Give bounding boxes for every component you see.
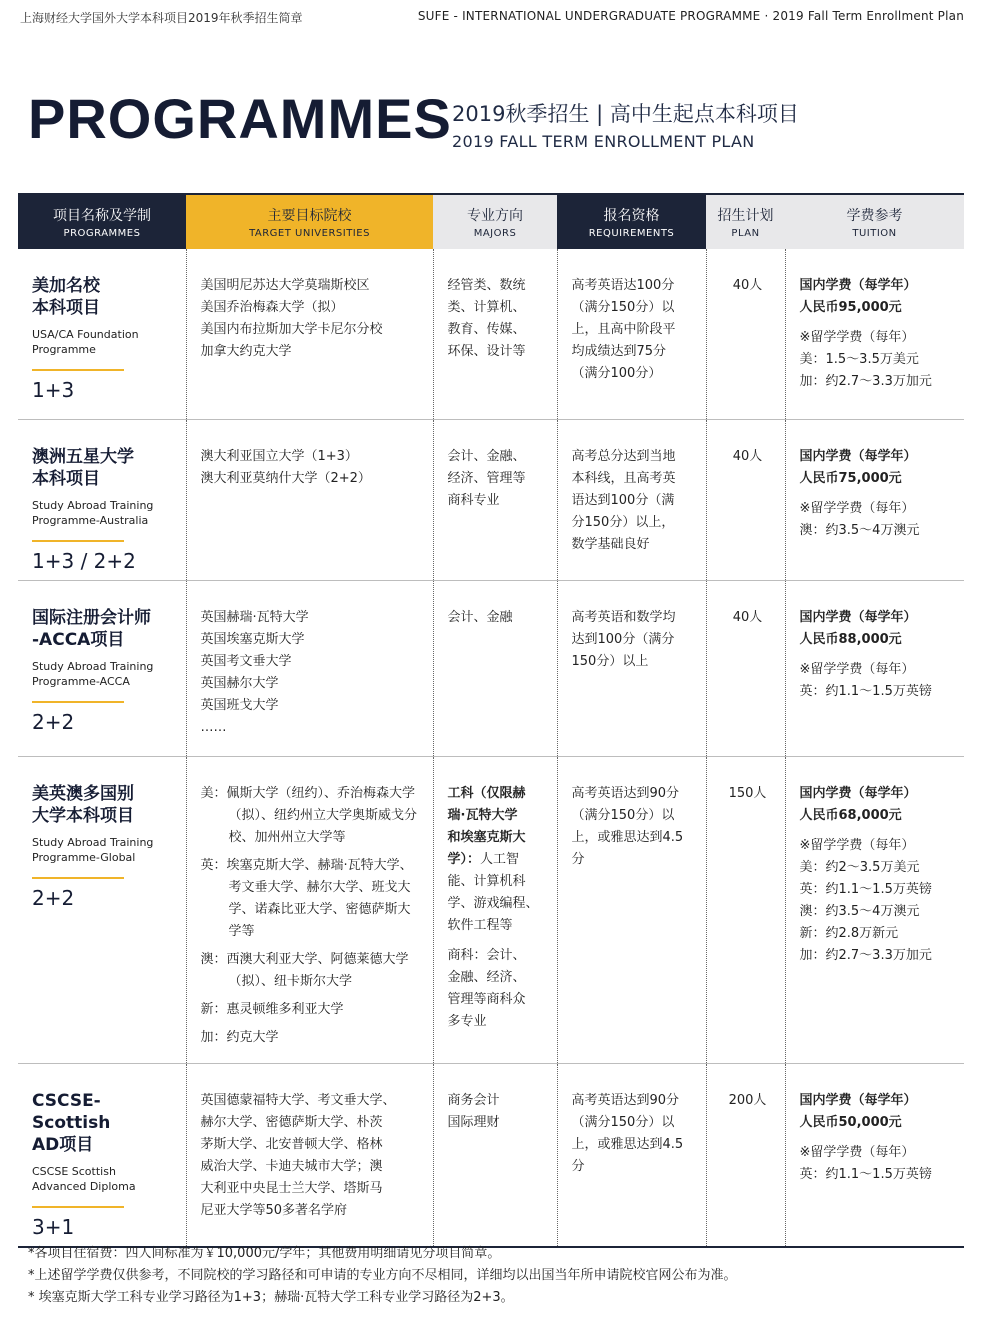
university-group: 加：约克大学 <box>200 1029 279 1045</box>
programme-cell: 国际注册会计师 -ACCA项目 Study Abroad Training Programme-ACCA 2+2 <box>32 607 154 734</box>
requirements-cell: 高考总分达到当地 本科线，且高考英 语达到100分（满 分150分）以上， 数学基础良好 <box>557 419 706 580</box>
plan-cell: 200人 <box>706 1063 785 1247</box>
university-group: 美：佩斯大学（纽约）、乔治梅森大学（拟）、纽约州立大学奥斯威戈分校、加州州立大学等 <box>200 785 418 845</box>
tuition-cell: 国内学费（每学年） 人民币88,000元 ※留学学费（每年） 英：约1.1～1.5万英镑 <box>785 580 964 756</box>
subtitle-en: 2019 FALL TERM ENROLLMENT PLAN <box>452 132 755 151</box>
col-header-requirements: 报名资格 REQUIREMENTS <box>557 194 706 249</box>
tuition-cell: 国内学费（每学年） 人民币75,000元 ※留学学费（每年） 澳：约3.5～4万澳元 <box>785 419 964 580</box>
top-header <box>0 0 988 34</box>
university-group: 澳：西澳大利亚大学、阿德莱德大学（拟）、纽卡斯尔大学 <box>200 951 409 989</box>
footnote: *各项目住宿费：四人间标准为￥10,000元/学年；其他费用明细请见分项目简章。 <box>28 1246 501 1261</box>
table-row <box>18 419 964 580</box>
footnote: *上述留学学费仅供参考，不同院校的学习路径和可申请的专业方向不尽相同，详细均以出国当年所申请院校官网公布为准。 <box>28 1268 737 1283</box>
header-right: SUFE - INTERNATIONAL UNDERGRADUATE PROGRAMME · 2019 Fall Term Enrollment Plan <box>417 9 964 23</box>
universities-cell: 美国明尼苏达大学莫瑞斯校区 美国乔治梅森大学（拟） 美国内布拉斯加大学卡尼尔分校 加拿大约克大学 <box>186 249 433 419</box>
table-header-row <box>18 194 964 249</box>
programme-cell: 美加名校 本科项目 USA/CA Foundation Programme 1+3 <box>32 276 139 402</box>
page-title: PROGRAMMES <box>28 87 452 150</box>
majors-cell: 经管类、数统 类、计算机、 教育、传媒、 环保、设计等 <box>433 249 557 419</box>
programmes-table <box>18 193 964 1248</box>
page-subtitle <box>452 98 799 151</box>
programme-cell: CSCSE-Scottish AD项目 CSCSE Scottish Advanced Diploma 3+1 <box>32 1090 136 1239</box>
plan-cell: 40人 <box>706 419 785 580</box>
tuition-cell: 国内学费（每学年） 人民币50,000元 ※留学学费（每年） 英：约1.1～1.5万英镑 <box>785 1063 964 1247</box>
majors-cell: 会计、金融 <box>433 580 557 756</box>
header-left: 上海财经大学国外大学本科项目2019年秋季招生简章 <box>20 11 303 25</box>
majors-cell: 商务会计 国际理财 <box>433 1063 557 1247</box>
plan-cell: 40人 <box>706 249 785 419</box>
universities-cell <box>186 756 433 1063</box>
tuition-cell: 国内学费（每学年） 人民币68,000元 ※留学学费（每年） 美：约2～3.5万美元 英：约1.1～1.5万英镑 澳：约3.5～4万澳元 新：约2.8万新元 加：约2.7～3.3万加元 <box>785 756 964 1063</box>
col-header-programmes: 项目名称及学制 PROGRAMMES <box>18 194 186 249</box>
universities-cell: 英国德蒙福特大学、考文垂大学、 赫尔大学、密德萨斯大学、朴茨 茅斯大学、北安普顿大学、格林 威治大学、卡迪夫城市大学；澳 大利亚中央昆士兰大学、塔斯马 尼亚大学等50多著名学府 <box>186 1063 433 1247</box>
table-row <box>18 580 964 756</box>
col-header-plan: 招生计划 PLAN <box>706 194 785 249</box>
tuition-cell: 国内学费（每学年） 人民币95,000元 ※留学学费（每年） 美：1.5～3.5万美元 加：约2.7～3.3万加元 <box>785 249 964 419</box>
programme-cell: 澳洲五星大学 本科项目 Study Abroad Training Programme-Australia 1+3 / 2+2 <box>32 446 154 573</box>
subtitle-cn: 2019秋季招生 | 高中生起点本科项目 <box>452 102 799 126</box>
table-row <box>18 1063 964 1247</box>
plan-cell: 150人 <box>706 756 785 1063</box>
table-row <box>18 249 964 419</box>
plan-cell: 40人 <box>706 580 785 756</box>
col-header-universities: 主要目标院校 TARGET UNIVERSITIES <box>186 194 433 249</box>
requirements-cell: 高考英语和数学均 达到100分（满分 150分）以上 <box>557 580 706 756</box>
university-group: 英：埃塞克斯大学、赫瑞·瓦特大学、考文垂大学、赫尔大学、班戈大学、诺森比亚大学、密德萨斯大学等 <box>200 857 413 939</box>
table-row <box>18 756 964 1063</box>
col-header-majors: 专业方向 MAJORS <box>433 194 557 249</box>
universities-cell: 英国赫瑞·瓦特大学 英国埃塞克斯大学 英国考文垂大学 英国赫尔大学 英国班戈大学 …… <box>186 580 433 756</box>
programme-cell: 美英澳多国别 大学本科项目 Study Abroad Training Programme-Global 2+2 <box>32 783 154 910</box>
requirements-cell: 高考英语达100分 （满分150分）以 上，且高中阶段平 均成绩达到75分 （满分100分） <box>557 249 706 419</box>
majors-cell: 会计、金融、 经济、管理等 商科专业 <box>433 419 557 580</box>
university-group: 新：惠灵顿维多利亚大学 <box>200 1001 344 1017</box>
majors-cell: 工科（仅限赫 瑞·瓦特大学 和埃塞克斯大 学）：人工智 能、计算机科 学、游戏编程、 软件工程等 商科：会计、 金融、经济、 管理等商科众 多专业 <box>433 756 557 1063</box>
footnotes <box>28 1243 737 1309</box>
requirements-cell: 高考英语达到90分 （满分150分）以 上，或雅思达到4.5 分 <box>557 1063 706 1247</box>
requirements-cell: 高考英语达到90分 （满分150分）以 上，或雅思达到4.5 分 <box>557 756 706 1063</box>
universities-cell: 澳大利亚国立大学（1+3） 澳大利亚莫纳什大学（2+2） <box>186 419 433 580</box>
col-header-tuition: 学费参考 TUITION <box>785 194 964 249</box>
footnote: * 埃塞克斯大学工科专业学习路径为1+3；赫瑞·瓦特大学工科专业学习路径为2+3。 <box>28 1290 514 1305</box>
